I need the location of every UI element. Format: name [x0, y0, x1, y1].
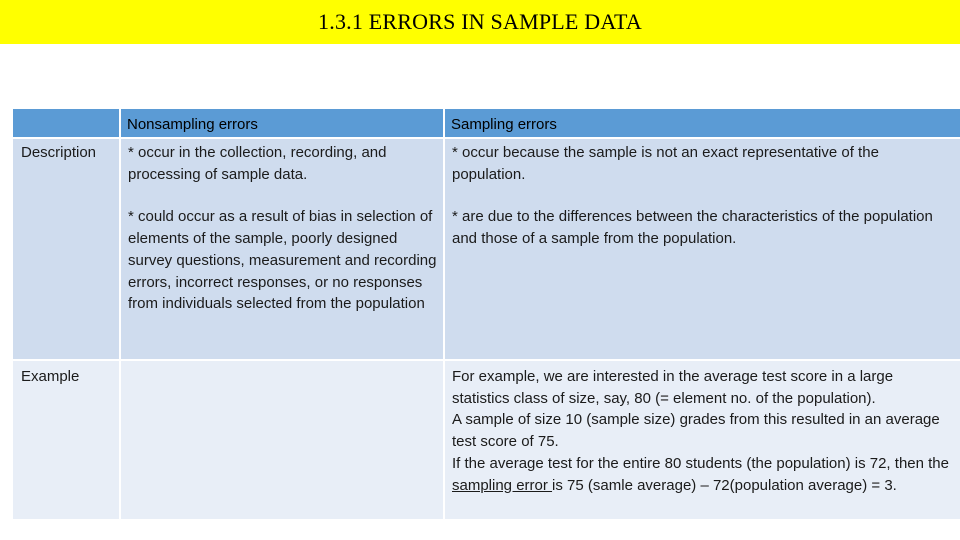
row-divider-1 [13, 137, 960, 139]
example-paragraph-3-end: is 75 (samle average) – 72(population average) = 3. [552, 476, 897, 494]
comparison-table [13, 109, 960, 519]
sampling-error-term: sampling error [452, 476, 553, 494]
sampling-point-1: * occur because the sample is not an exact representative of the population. [452, 144, 879, 183]
header-nonsampling: Nonsampling errors [120, 109, 444, 138]
header-cell-empty [13, 109, 120, 138]
nonsampling-point-1: * occur in the collection, recording, and processing of sample data. [128, 144, 387, 183]
example-paragraph-3-start: If the average test for the entire 80 students (the population) is 72, then the [452, 454, 949, 472]
column-divider-1 [119, 109, 121, 519]
nonsampling-point-2: * could occur as a result of bias in selection of elements of the sample, poorly designed survey questions, measurement and recording errors, incorrect responses, or no responses from individuals selected from the population [128, 208, 437, 313]
slide-title: 1.3.1 ERRORS IN SAMPLE DATA [318, 9, 642, 34]
description-label: Description [21, 144, 97, 161]
description-nonsampling-cell [120, 138, 444, 360]
example-paragraph-2: A sample of size 10 (sample size) grades from this resulted in an average test score of 75. [452, 411, 940, 451]
description-sampling-cell [444, 138, 960, 360]
example-nonsampling-cell [120, 360, 444, 519]
sampling-point-2: * are due to the differences between the characteristics of the population and those of a sample from the population. [452, 208, 933, 248]
example-paragraph-1: For example, we are interested in the average test score in a large statistics class of size, say, 80 (= element no. of the population). [452, 368, 894, 407]
example-sampling-cell [444, 360, 960, 519]
example-paragraph-3 [452, 453, 954, 496]
row-label-example [13, 360, 120, 519]
row-divider-2 [13, 359, 960, 361]
example-label: Example [21, 368, 80, 385]
title-bar [0, 0, 960, 44]
row-label-description [13, 138, 120, 360]
column-divider-2 [443, 109, 445, 519]
header-sampling: Sampling errors [444, 109, 960, 138]
